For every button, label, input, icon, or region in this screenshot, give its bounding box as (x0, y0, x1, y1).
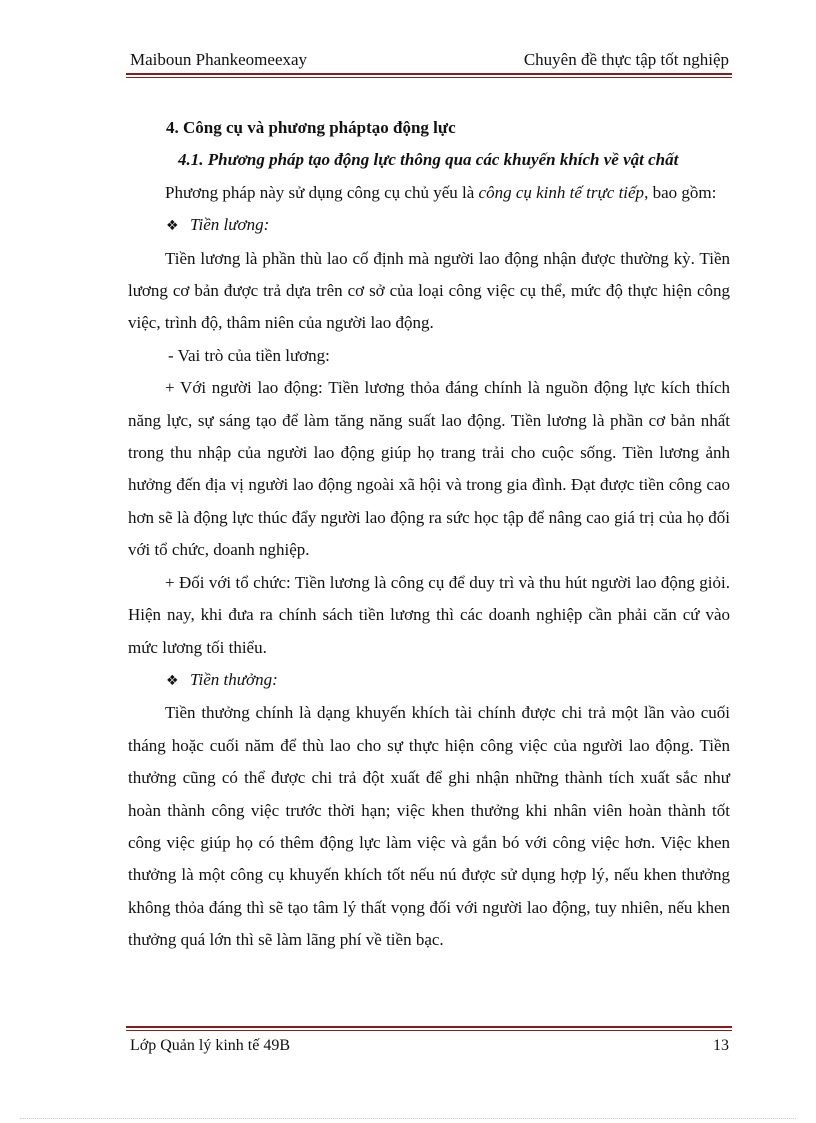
section-heading: 4. Công cụ và phương pháptạo động lực (166, 118, 456, 137)
bonus-bullet (128, 664, 730, 697)
header-title: Chuyên đề thực tập tốt nghiệp (523, 50, 729, 69)
salary-worker-paragraph: + Với người lao động: Tiền lương thỏa đáng chính là nguồn động lực kích thích năng lực, sự sáng tạo để làm tăng năng suất lao động. Tiền lương là phần cơ bản nhất trong thu nhập của người lao động giúp họ trang trải cho cuộc sống. Tiền lương ảnh hưởng đến địa vị người lao động ngoài xã hội và trong gia đình. Đạt được tiền công cao hơn sẽ là động lực thúc đẩy người lao động ra sức học tập để nâng cao giá trị của họ đối với tổ chức, doanh nghiệp. (128, 378, 730, 560)
salary-paragraph: Tiền lương là phần thù lao cố định mà người lao động nhận được thường kỳ. Tiền lương cơ bản được trả dựa trên cơ sở của loại công việc cụ thể, mức độ thực hiện công việc, trình độ, thâm niên của người lao động. (128, 248, 730, 333)
intro-emphasis: công cụ kinh tế trực tiếp (478, 182, 645, 202)
salary-role-line: - Vai trò của tiền lương: (168, 345, 330, 365)
footer-rule-thin (126, 1030, 732, 1031)
bonus-paragraph: Tiền thưởng chính là dạng khuyến khích tài chính được chi trả một lần vào cuối tháng hoặc cuối năm để thù lao cho sự thực hiện công việc của người lao động. Tiền thưởng cũng có thể được chi trả đột xuất để ghi nhận những thành tích xuất sắc như hoàn thành công việc trước thời hạn; việc khen thưởng khi nhân viên hoàn thành tốt công việc giúp họ có thêm động lực làm việc và gắn bó với công việc hơn. Việc khen thưởng là một công cụ khuyến khích tốt nếu nú được sử dụng hợp lý, nếu khen thưởng không thỏa đáng thì sẽ tạo tâm lý thất vọng đối với người lao động, tuy nhiên, nếu khen thưởng quá lớn thì sẽ làm lãng phí về tiền bạc. (128, 703, 730, 950)
header-rule (126, 73, 732, 75)
footer-class: Lớp Quản lý kinh tế 49B (130, 1037, 290, 1054)
page-footer (130, 1037, 729, 1055)
section-subheading: 4.1. Phương pháp tạo động lực thông qua các khuyến khích về vật chất (178, 150, 679, 170)
page-body (128, 112, 730, 957)
diamond-bullet-icon: ❖ (166, 218, 179, 235)
page-header (130, 50, 729, 70)
salary-organization-paragraph: + Đối với tổ chức: Tiền lương là công cụ để duy trì và thu hút người lao động giỏi. Hiện nay, khi đưa ra chính sách tiền lương thì các doanh nghiệp cần phải căn cứ vào mức lương tối thiểu. (128, 572, 730, 657)
page-edge (20, 1118, 796, 1119)
salary-bullet (128, 209, 730, 242)
intro-paragraph (128, 177, 730, 209)
header-author: Maiboun Phankeomeexay (130, 50, 308, 69)
salary-title: Tiền lương: (190, 215, 270, 235)
header-rule-thin (126, 77, 732, 78)
footer-rule (126, 1026, 732, 1028)
bonus-title: Tiền thưởng: (190, 669, 278, 689)
page-number: 13 (713, 1037, 729, 1054)
intro-text: Phương pháp này sử dụng công cụ chủ yếu là (165, 182, 479, 202)
intro-tail: , bao gồm: (644, 182, 717, 202)
diamond-bullet-icon: ❖ (166, 672, 179, 689)
